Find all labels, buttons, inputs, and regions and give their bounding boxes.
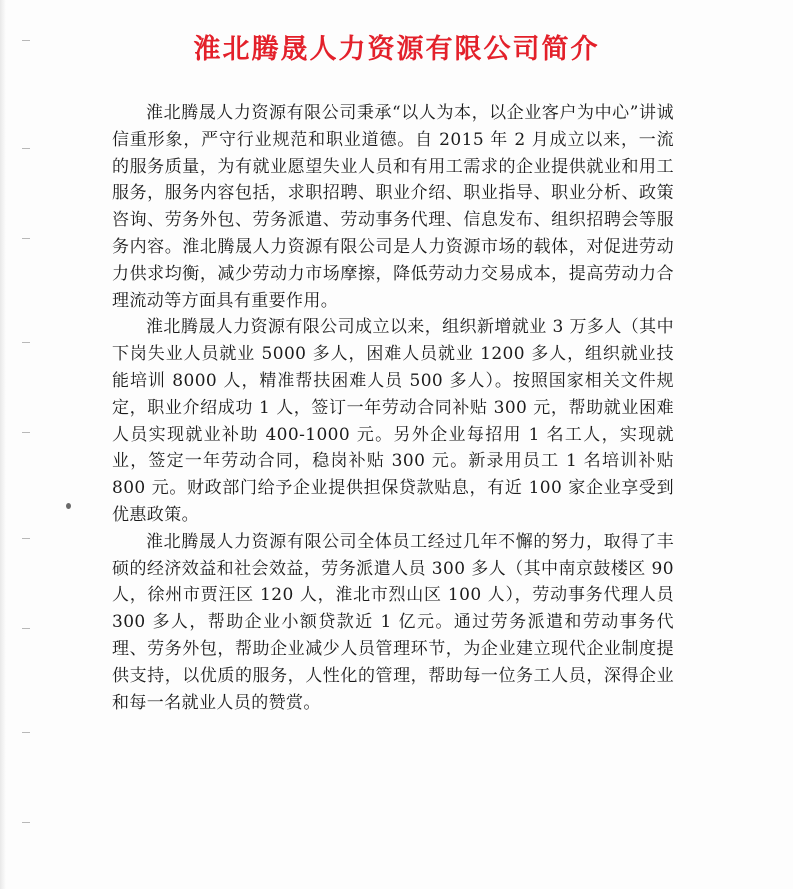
scan-margin-mark <box>22 148 30 149</box>
scan-margin-mark <box>22 732 30 733</box>
paragraph-achievements: 淮北腾晟人力资源有限公司成立以来，组织新增就业 3 万多人（其中下岗失业人员就业 5000 多人，困难人员就业 1200 多人，组织就业技能培训 8000 人，精准帮扶困难人员 500 多人）。按照国家相关文件规定，职业介绍成功 1 人，签订一年劳动合同补贴 300 元，帮助就业困难人员实现就业补助 400-1000 元。另外企业每招用 1 名工人，实现就业，签定一年劳动合同，稳岗补贴 300 元。新录用员工 1 名培训补贴 800 元。财政部门给予企业提供担保贷款贴息，有近 100 家企业享受到优惠政策。 <box>112 317 674 525</box>
scan-margin-mark <box>22 432 30 433</box>
document-body <box>112 100 674 716</box>
document-title: 淮北腾晟人力资源有限公司简介 <box>193 34 600 65</box>
scan-speck <box>66 503 71 509</box>
scan-edge-shadow <box>0 0 6 889</box>
scan-margin-mark <box>22 342 30 343</box>
paragraph-results: 淮北腾晟人力资源有限公司全体员工经过几年不懈的努力，取得了丰硕的经济效益和社会效益，劳务派遣人员 300 多人（其中南京鼓楼区 90 人，徐州市贾汪区 120 人，淮北市烈山区 100 人），劳动事务代理人员 300 多人，帮助企业小额贷款近 1 亿元。通过劳务派遣和劳动事务代理、劳务外包，帮助企业减少人员管理环节，为企业建立现代企业制度提供支持，以优质的服务，人性化的管理，帮助每一位务工人员，深得企业和每一名就业人员的赞赏。 <box>112 531 674 713</box>
scan-margin-mark <box>22 238 30 239</box>
scan-margin-mark <box>22 822 30 823</box>
paragraph-intro: 淮北腾晟人力资源有限公司秉承“以人为本，以企业客户为中心”讲诚信重形象，严守行业规范和职业道德。自 2015 年 2 月成立以来，一流的服务质量，为有就业愿望失业人员和有用工需求的企业提供就业和用工服务，服务内容包括，求职招聘、职业介绍、职业指导、职业分析、政策咨询、劳务外包、劳务派遣、劳动事务代理、信息发布、组织招聘会等服务内容。淮北腾晟人力资源有限公司是人力资源市场的载体，对促进劳动力供求均衡，减少劳动力市场摩擦，降低劳动力交易成本，提高劳动力合理流动等方面具有重要作用。 <box>112 103 674 311</box>
scan-margin-mark <box>22 538 30 539</box>
scan-margin-mark <box>22 628 30 629</box>
